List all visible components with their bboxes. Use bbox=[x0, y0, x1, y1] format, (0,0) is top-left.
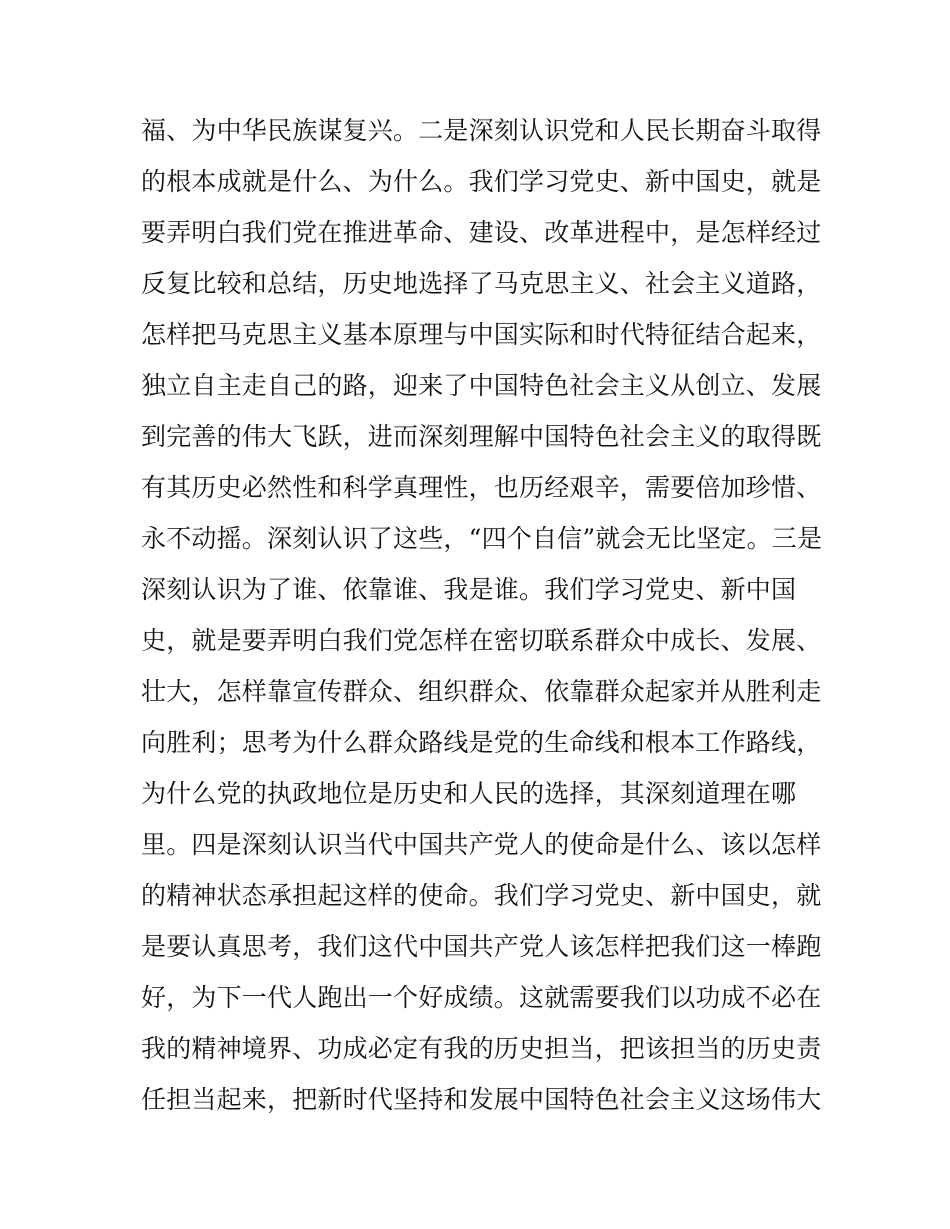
text-line-20: 任担当起来，把新时代坚持和发展中国特色社会主义这场伟大 bbox=[141, 1085, 822, 1114]
text-line-7: 到完善的伟大飞跃，进而深刻理解中国特色社会主义的取得既 bbox=[141, 422, 822, 451]
text-line-17: 是要认真思考，我们这代中国共产党人该怎样把我们这一棒跑 bbox=[141, 932, 822, 961]
text-line-1: 福、为中华民族谋复兴。二是深刻认识党和人民长期奋斗取得 bbox=[141, 116, 822, 145]
text-line-4: 反复比较和总结，历史地选择了马克思主义、社会主义道路， bbox=[141, 269, 822, 298]
text-line-16: 的精神状态承担起这样的使命。我们学习党史、新中国史，就 bbox=[141, 881, 822, 910]
text-line-9: 永不动摇。深刻认识了这些，“四个自信”就会无比坚定。三是 bbox=[141, 524, 823, 553]
text-line-13: 向胜利；思考为什么群众路线是党的生命线和根本工作路线， bbox=[141, 728, 822, 757]
text-line-12: 壮大，怎样靠宣传群众、组织群众、依靠群众起家并从胜利走 bbox=[141, 677, 822, 706]
text-line-15: 里。四是深刻认识当代中国共产党人的使命是什么、该以怎样 bbox=[141, 830, 822, 859]
text-line-10: 深刻认识为了谁、依靠谁、我是谁。我们学习党史、新中国 bbox=[141, 575, 797, 604]
body-paragraph bbox=[141, 105, 821, 1125]
text-line-11: 史，就是要弄明白我们党怎样在密切联系群众中成长、发展、 bbox=[141, 626, 822, 655]
text-line-8: 有其历史必然性和科学真理性，也历经艰辛，需要倍加珍惜、 bbox=[141, 473, 822, 502]
text-line-14: 为什么党的执政地位是历史和人民的选择，其深刻道理在哪 bbox=[141, 779, 797, 808]
text-line-19: 我的精神境界、功成必定有我的历史担当，把该担当的历史责 bbox=[141, 1034, 822, 1063]
text-line-2: 的根本成就是什么、为什么。我们学习党史、新中国史，就是 bbox=[141, 167, 822, 196]
text-line-6: 独立自主走自己的路，迎来了中国特色社会主义从创立、发展 bbox=[141, 371, 822, 400]
text-line-3: 要弄明白我们党在推进革命、建设、改革进程中，是怎样经过 bbox=[141, 218, 822, 247]
text-line-5: 怎样把马克思主义基本原理与中国实际和时代特征结合起来， bbox=[141, 320, 822, 349]
text-line-18: 好，为下一代人跑出一个好成绩。这就需要我们以功成不必在 bbox=[141, 983, 822, 1012]
